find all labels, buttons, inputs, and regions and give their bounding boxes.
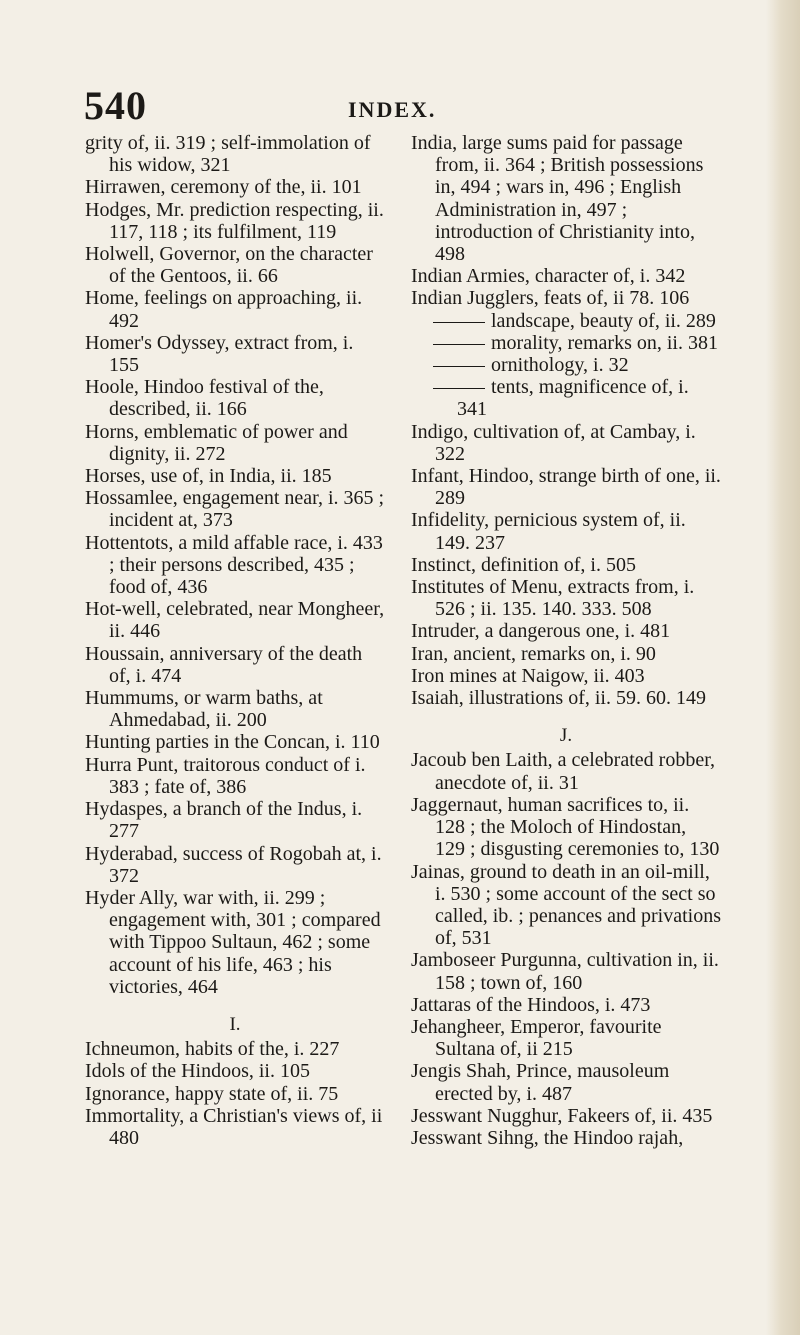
section-letter: J. xyxy=(559,725,573,747)
index-column-left xyxy=(85,132,385,1149)
index-entry: Jesswant Nugghur, Fakeers of, ii. 435 xyxy=(411,1104,713,1127)
index-subentry-text: landscape, beauty of, ii. 289 xyxy=(491,309,716,332)
index-entry: Intruder, a dangerous one, i. 481 xyxy=(411,620,671,643)
index-entry: Horns, emblematic of power and dignity, ii. 272 xyxy=(85,420,348,465)
running-head: INDEX. xyxy=(348,97,437,122)
index-entry: Idols of the Hindoos, ii. 105 xyxy=(85,1060,310,1083)
page-edge-shadow xyxy=(766,0,800,1335)
index-subentry xyxy=(411,354,721,376)
index-entry: Hot-well, celebrated, near Mongheer, ii. 446 xyxy=(85,598,385,643)
index-entry: Houssain, anniversary of the death of, i. 474 xyxy=(85,642,363,687)
index-entry: Ignorance, happy state of, ii. 75 xyxy=(85,1082,339,1105)
index-subentry-text: ornithology, i. 32 xyxy=(491,354,629,377)
index-subentry-text: tents, magnificence of, i. 341 xyxy=(457,376,689,421)
index-entry: Infidelity, pernicious system of, ii. 149. 237 xyxy=(411,509,686,554)
index-entry: grity of, ii. 319 ; self-immolation of his widow, 321 xyxy=(85,132,371,177)
index-entry: Iran, ancient, remarks on, i. 90 xyxy=(411,642,656,665)
index-entry: Jainas, ground to death in an oil-mill, i. 530 ; some account of the sect so called, ib. ; penances and privations of, 531 xyxy=(411,860,722,950)
index-entry: India, large sums paid for passage from, ii. 364 ; British possessions in, 494 ; wars in, 496 ; English Administration in, 497 ; introduction of Christianity into, 498 xyxy=(411,132,704,266)
index-entry: Hummums, or warm baths, at Ahmedabad, ii. 200 xyxy=(85,687,323,732)
index-entry: Hodges, Mr. prediction respecting, ii. 117, 118 ; its fulfilment, 119 xyxy=(85,198,384,243)
index-entry: Infant, Hindoo, strange birth of one, ii. 289 xyxy=(411,465,721,510)
index-entry: Institutes of Menu, extracts from, i. 526 ; ii. 135. 140. 333. 508 xyxy=(411,576,695,621)
ditto-dash xyxy=(433,388,485,389)
index-entry: Hoole, Hindoo festival of the, described, ii. 166 xyxy=(85,376,324,421)
index-entry: Jehangheer, Emperor, favourite Sultana of, ii 215 xyxy=(411,1015,662,1061)
index-entry: Hunting parties in the Concan, i. 110 xyxy=(85,731,380,754)
index-entry: Jacoub ben Laith, a celebrated robber, anecdote of, ii. 31 xyxy=(411,749,716,794)
index-entry: Hyderabad, success of Rogobah at, i. 372 xyxy=(85,842,382,887)
index-entry: Jamboseer Purgunna, cultivation in, ii. 158 ; town of, 160 xyxy=(411,949,719,994)
index-entry: Hottentots, a mild affable race, i. 433 ; their persons described, 435 ; food of, 436 xyxy=(85,531,383,599)
index-entry: Jattaras of the Hindoos, i. 473 xyxy=(411,993,651,1016)
index-entry: Hurra Punt, traitorous conduct of i. 383 ; fate of, 386 xyxy=(85,753,366,798)
index-entry: Indian Jugglers, feats of, ii 78. 106 xyxy=(411,287,690,310)
index-entry: Instinct, definition of, i. 505 xyxy=(411,553,636,576)
index-entry: Homer's Odyssey, extract from, i. 155 xyxy=(85,331,354,377)
ditto-dash xyxy=(433,322,485,323)
section-letter: I. xyxy=(229,1013,241,1035)
index-entry: Immortality, a Christian's views of, ii 480 xyxy=(85,1104,383,1149)
index-entry: Hydaspes, a branch of the Indus, i. 277 xyxy=(85,798,363,843)
index-entry: Indian Armies, character of, i. 342 xyxy=(411,265,686,288)
index-subentry xyxy=(411,376,721,420)
index-entry: Iron mines at Naigow, ii. 403 xyxy=(411,664,645,687)
ditto-dash xyxy=(433,366,485,367)
index-entry: Ichneumon, habits of the, i. 227 xyxy=(85,1038,340,1061)
index-subentry-text: morality, remarks on, ii. 381 xyxy=(491,331,718,354)
index-entry: Hirrawen, ceremony of the, ii. 101 xyxy=(85,176,362,199)
index-entry: Hossamlee, engagement near, i. 365 ; incident at, 373 xyxy=(85,487,385,532)
index-column-right xyxy=(411,132,721,1149)
index-entry: Isaiah, illustrations of, ii. 59. 60. 149 xyxy=(411,687,706,710)
index-entry: Jengis Shah, Prince, mausoleum erected by, i. 487 xyxy=(411,1060,670,1105)
page-header xyxy=(0,76,800,136)
index-entry: Jaggernaut, human sacrifices to, ii. 128 ; the Moloch of Hindostan, 129 ; disgusting ceremonies to, 130 xyxy=(411,793,720,861)
index-subentry xyxy=(411,310,721,332)
index-subentry xyxy=(411,332,721,354)
index-entry: Horses, use of, in India, ii. 185 xyxy=(85,465,332,488)
index-entry: Home, feelings on approaching, ii. 492 xyxy=(85,287,363,332)
ditto-dash xyxy=(433,344,485,345)
index-entry: Holwell, Governor, on the character of the Gentoos, ii. 66 xyxy=(85,243,373,288)
index-entry: Hyder Ally, war with, ii. 299 ; engagement with, 301 ; compared with Tippoo Sultaun, 462 ; some account of his life, 463 ; his victories, 464 xyxy=(85,886,381,998)
index-entry: Indigo, cultivation of, at Cambay, i. 322 xyxy=(411,420,696,465)
page-number: 540 xyxy=(84,83,147,128)
index-entry: Jesswant Sihng, the Hindoo rajah, xyxy=(411,1126,684,1149)
